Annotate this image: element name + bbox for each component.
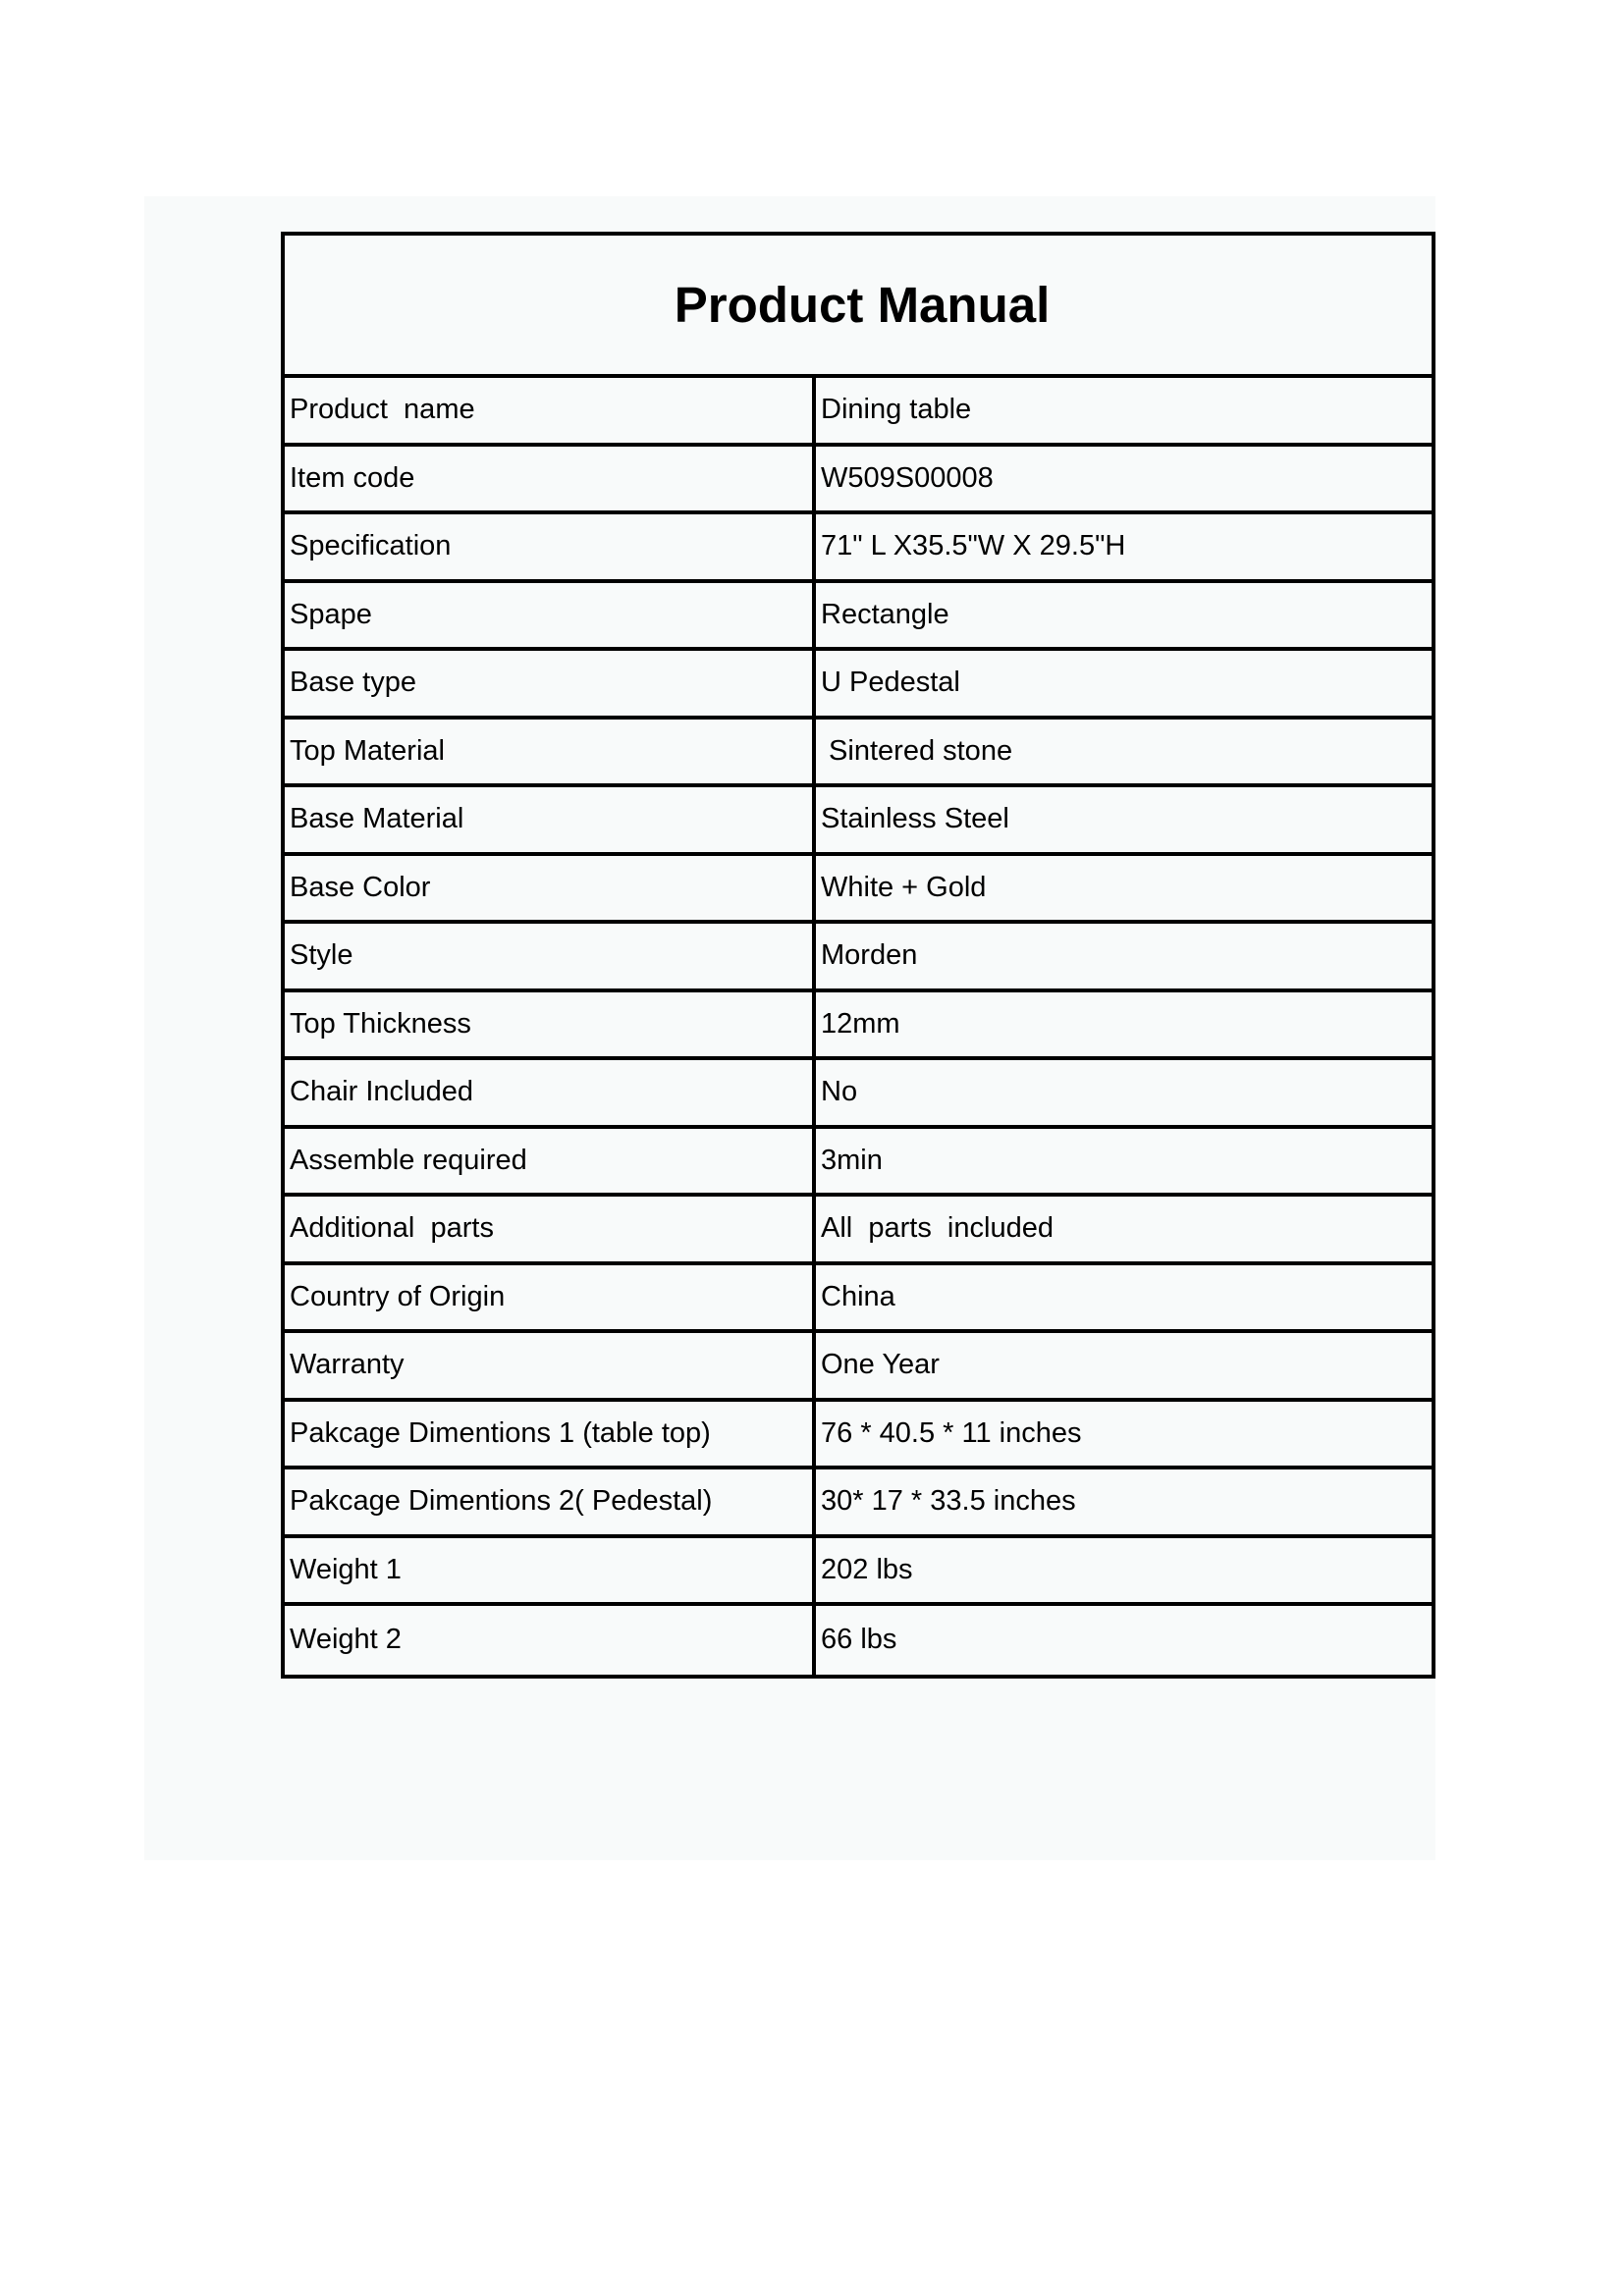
table-row — [285, 1129, 1432, 1198]
row-value: 3min — [821, 1144, 883, 1176]
row-label: Specification — [285, 514, 816, 579]
row-value: No — [821, 1076, 858, 1108]
row-label: Base Material — [285, 787, 816, 852]
row-value: 71" L X35.5"W X 29.5"H — [821, 530, 1126, 562]
table-row — [285, 720, 1432, 788]
row-value: W509S00008 — [821, 461, 994, 494]
row-value: Sintered stone — [821, 734, 1013, 767]
row-label: Weight 1 — [285, 1538, 816, 1603]
row-label: Assemble required — [285, 1129, 816, 1194]
table-row — [285, 514, 1432, 583]
spec-rows — [285, 378, 1432, 1675]
table-row — [285, 1333, 1432, 1402]
table-row — [285, 447, 1432, 515]
row-label: Product name — [285, 378, 816, 443]
row-label: Pakcage Dimentions 2( Pedestal) — [285, 1469, 816, 1534]
row-label: Top Material — [285, 720, 816, 784]
table-row — [285, 583, 1432, 652]
row-label: Item code — [285, 447, 816, 511]
row-value: China — [821, 1280, 895, 1312]
row-value: U Pedestal — [821, 667, 960, 699]
table-row — [285, 1265, 1432, 1334]
row-label: Warranty — [285, 1333, 816, 1398]
row-value: Rectangle — [821, 598, 949, 630]
row-value: 30* 17 * 33.5 inches — [821, 1485, 1076, 1518]
row-value: Morden — [821, 939, 918, 972]
row-value: All parts included — [821, 1212, 1054, 1245]
row-value: White + Gold — [821, 871, 987, 903]
document-title: Product Manual — [674, 277, 1051, 333]
table-row — [285, 992, 1432, 1061]
row-value: Stainless Steel — [821, 803, 1009, 835]
row-label: Style — [285, 924, 816, 988]
row-value: 76 * 40.5 * 11 inches — [821, 1416, 1082, 1449]
table-row — [285, 1538, 1432, 1607]
table-row — [285, 1469, 1432, 1538]
table-row — [285, 1402, 1432, 1470]
row-value: 202 lbs — [821, 1553, 913, 1585]
row-value: 66 lbs — [821, 1624, 897, 1656]
row-label: Base type — [285, 651, 816, 716]
table-row — [285, 1060, 1432, 1129]
row-label: Base Color — [285, 856, 816, 921]
table-row — [285, 856, 1432, 925]
table-row — [285, 1197, 1432, 1265]
row-label: Top Thickness — [285, 992, 816, 1057]
table-row — [285, 787, 1432, 856]
row-value: One Year — [821, 1349, 940, 1381]
title-row — [285, 236, 1432, 378]
table-row — [285, 378, 1432, 447]
row-label: Pakcage Dimentions 1 (table top) — [285, 1402, 816, 1467]
row-label: Country of Origin — [285, 1265, 816, 1330]
table-row — [285, 651, 1432, 720]
table-row — [285, 1606, 1432, 1675]
row-value: Dining table — [821, 394, 972, 426]
row-value: 12mm — [821, 1007, 900, 1040]
row-label: Chair Included — [285, 1060, 816, 1125]
row-label: Weight 2 — [285, 1606, 816, 1675]
product-manual-table — [281, 232, 1435, 1679]
row-label: Spape — [285, 583, 816, 648]
row-label: Additional parts — [285, 1197, 816, 1261]
table-row — [285, 924, 1432, 992]
